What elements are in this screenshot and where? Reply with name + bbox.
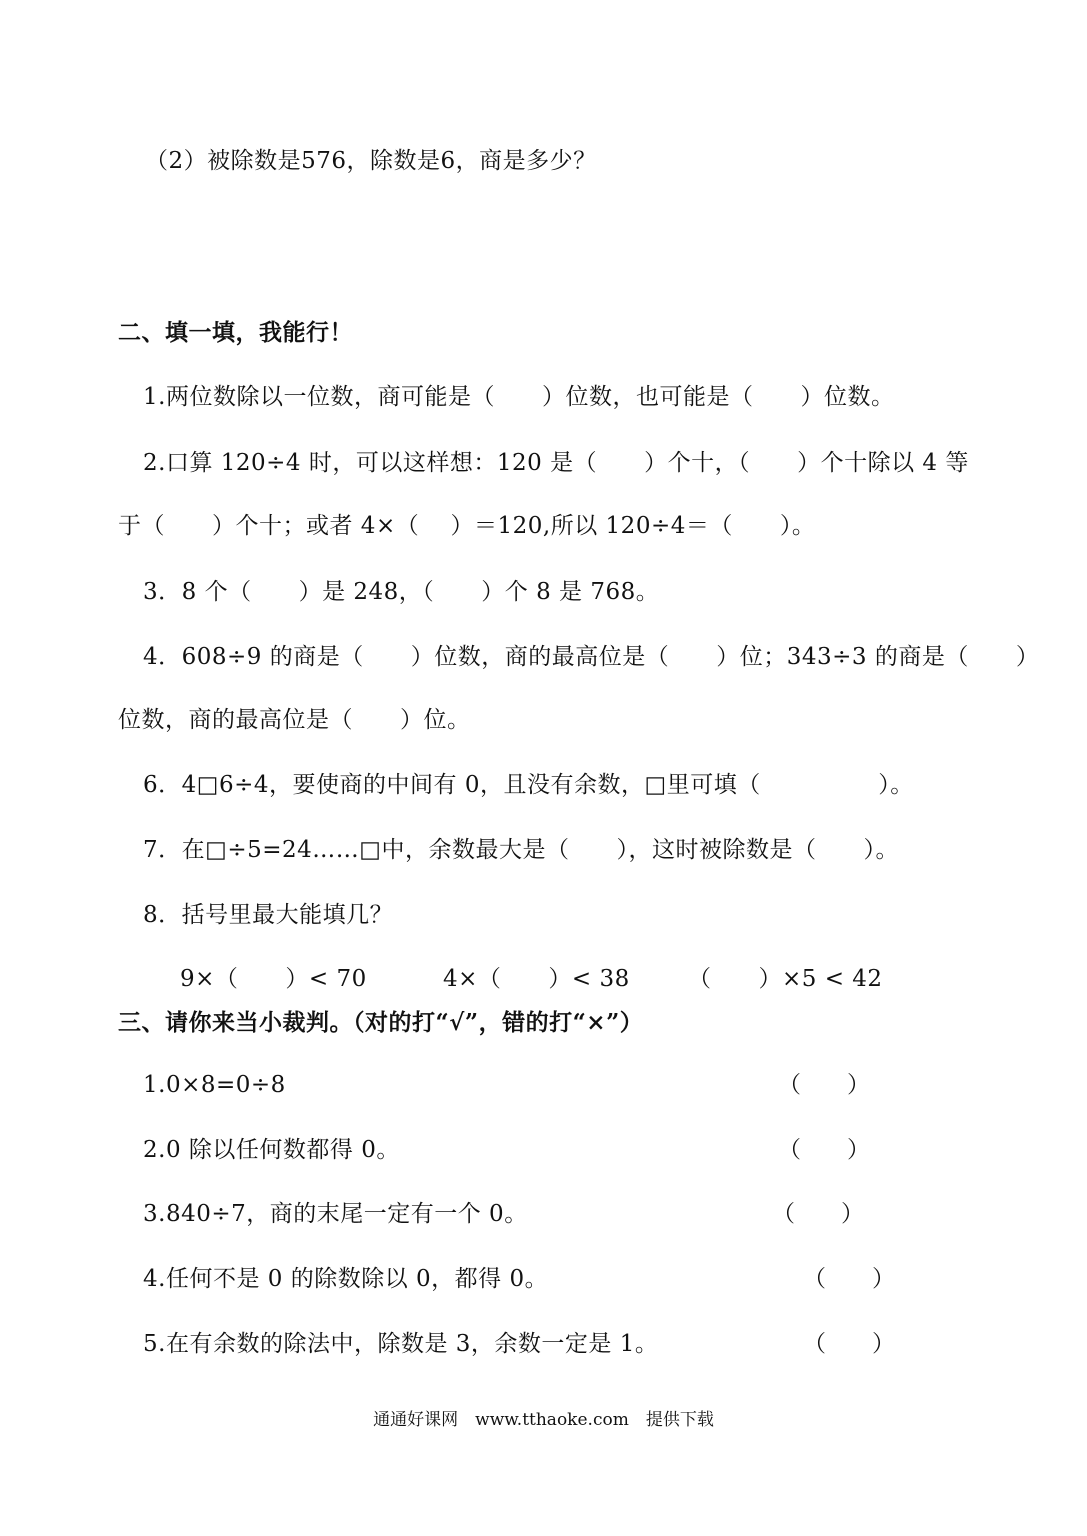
judge-item-5-answer-blank[interactable]: （ ）: [803, 1331, 895, 1357]
section-2-question-3: 3．8 个（ ）是 248，（ ）个 8 是 768。: [143, 579, 660, 605]
judge-item-1-text: 1.0×8=0÷8: [143, 1072, 286, 1098]
section-2-question-4-line-1: 4．608÷9 的商是（ ）位数，商的最高位是（ ）位；343÷3 的商是（ ）: [143, 644, 1040, 670]
judge-item-1-answer-blank[interactable]: （ ）: [778, 1072, 870, 1098]
section-2-question-2-line-2: 于（ ）个十；或者 4×（ ）＝120,所以 120÷4＝（ ）。: [118, 513, 816, 539]
question-part1-2: （2）被除数是576，除数是6，商是多少？: [145, 148, 597, 174]
section-2-question-1: 1.两位数除以一位数，商可能是（ ）位数，也可能是（ ）位数。: [143, 384, 895, 410]
judge-item-4-text: 4.任何不是 0 的除数除以 0，都得 0。: [143, 1266, 549, 1292]
judge-item-3-answer-blank[interactable]: （ ）: [772, 1201, 864, 1227]
question-8-item-3: （ ）×5 < 42: [688, 966, 883, 992]
question-8-item-2: 4×（ ）< 38: [443, 966, 630, 992]
judge-item-2-text: 2.0 除以任何数都得 0。: [143, 1137, 400, 1163]
judge-item-5-text: 5.在有余数的除法中，除数是 3，余数一定是 1。: [143, 1331, 659, 1357]
section-2-heading: 二、填一填，我能行！: [118, 319, 353, 346]
question-8-item-1: 9×（ ）< 70: [180, 966, 367, 992]
section-2-question-2-line-1: 2.口算 120÷4 时，可以这样想：120 是（ ）个十，（ ）个十除以 4 等: [143, 450, 969, 476]
section-2-question-7: 7．在□÷5=24……□中，余数最大是（ ），这时被除数是（ ）。: [143, 837, 900, 863]
judge-item-2-answer-blank[interactable]: （ ）: [778, 1137, 870, 1163]
section-2-question-8: 8．括号里最大能填几？: [143, 902, 394, 928]
judge-item-4-answer-blank[interactable]: （ ）: [803, 1266, 895, 1292]
judge-item-3-text: 3.840÷7，商的末尾一定有一个 0。: [143, 1201, 528, 1227]
page-footer: 通通好课网 www.tthaoke.com 提供下载: [373, 1410, 714, 1430]
section-2-question-6: 6．4□6÷4，要使商的中间有 0，且没有余数，□里可填（ ）。: [143, 772, 914, 798]
section-2-question-4-line-2: 位数，商的最高位是（ ）位。: [118, 707, 471, 733]
section-3-heading: 三、请你来当小裁判。（对的打“√”，错的打“×”）: [118, 1009, 644, 1036]
